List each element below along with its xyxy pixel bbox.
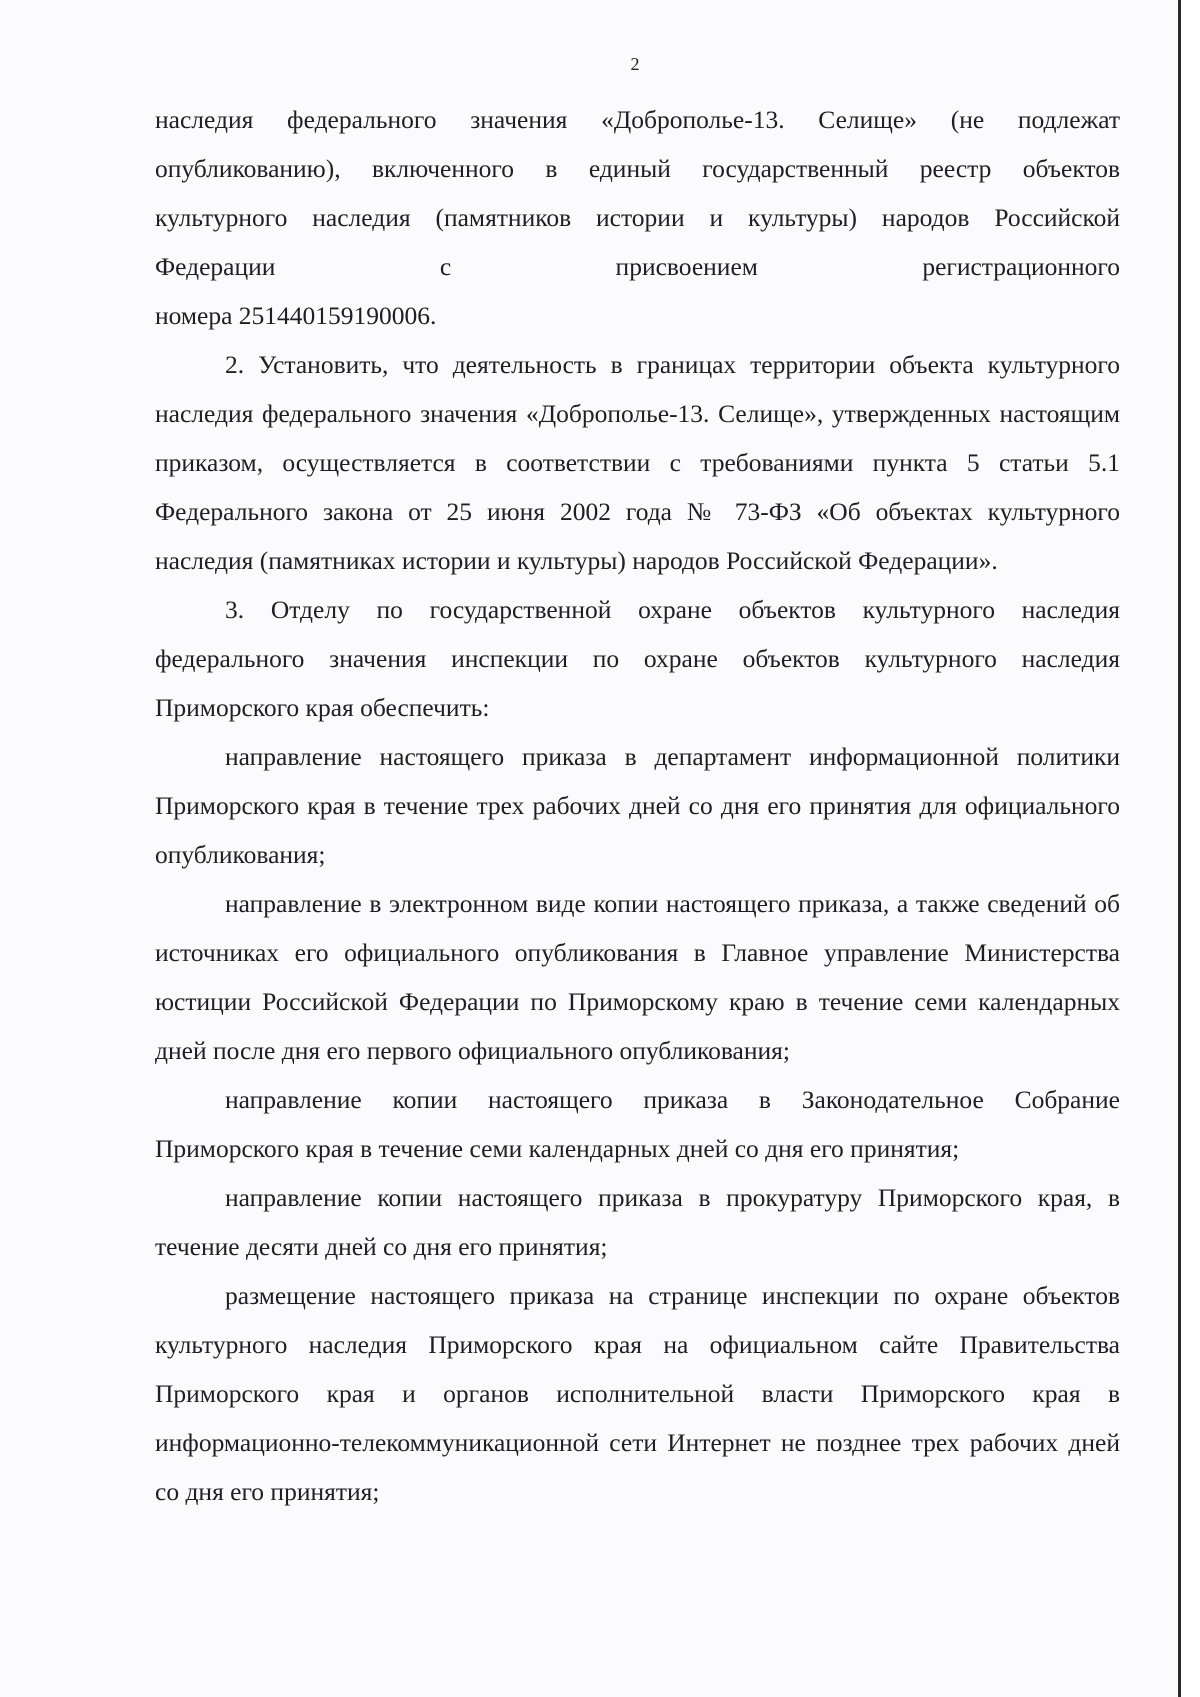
subparagraph-prosecutor: направление копии настоящего приказа в прокуратуру Приморского края, в течение десяти дней со дня его принятия; <box>155 1183 1120 1261</box>
paragraph-line: наследия федерального значения «Доброполье-13. Селище» (не подлежат <box>155 105 1120 134</box>
document-body <box>155 95 1120 1516</box>
paragraph-line: опубликованию), включенного в единый государственный реестр объектов <box>155 154 1120 183</box>
page-number: 2 <box>630 54 640 74</box>
subparagraph-info-policy: направление настоящего приказа в департамент информационной политики Приморского края в течение трех рабочих дней со дня его принятия для официального опубликования; <box>155 742 1120 869</box>
page-edge-line <box>1178 0 1181 1697</box>
paragraph-item-2: 2. Установить, что деятельность в границах территории объекта культурного наследия федерального значения «Доброполье-13. Селище», утвержденных настоящим приказом, осуществляется в соответствии с требованиями пункта 5 статьи 5.1 Федерального закона от 25 июня 2002 года № 73-ФЗ «Об объектах культурного наследия (памятниках истории и культуры) народов Российской Федерации». <box>155 350 1120 575</box>
subparagraph-legislative-assembly: направление копии настоящего приказа в Законодательное Собрание Приморского края в течение семи календарных дней со дня его принятия; <box>155 1085 1120 1163</box>
paragraph-line: номера 251440159190006. <box>155 301 437 330</box>
paragraph-line: Федерации с присвоением регистрационного <box>155 252 1120 281</box>
paragraph-item-3: 3. Отделу по государственной охране объектов культурного наследия федерального значения инспекции по охране объектов культурного наследия Приморского края обеспечить: <box>155 595 1120 722</box>
subparagraph-justice-ministry: направление в электронном виде копии настоящего приказа, а также сведений об источниках его официального опубликования в Главное управление Министерства юстиции Российской Федерации по Приморскому краю в течение семи календарных дней после дня его первого официального опубликования; <box>155 889 1120 1065</box>
subparagraph-website-publication: размещение настоящего приказа на странице инспекции по охране объектов культурного наследия Приморского края на официальном сайте Правительства Приморского края и органов исполнительной власти Приморского края в информационно-телекоммуникационной сети Интернет не позднее трех рабочих дней со дня его принятия; <box>155 1281 1120 1506</box>
paragraph-line: культурного наследия (памятников истории и культуры) народов Российской <box>155 203 1120 232</box>
continuation-paragraph <box>155 95 1120 340</box>
scan-margin <box>1178 0 1200 1697</box>
